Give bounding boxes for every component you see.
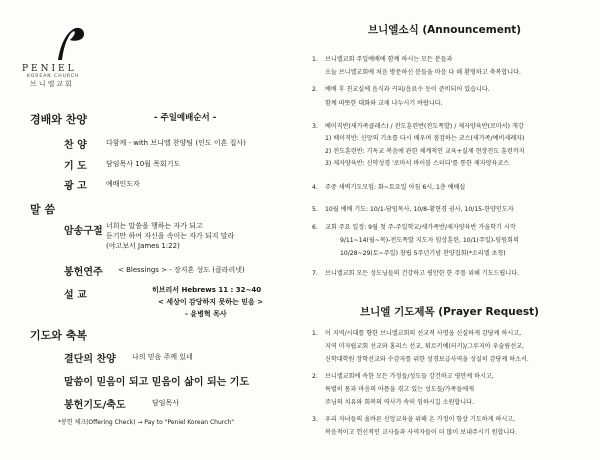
sermon-line-1: 히브리서 Hebrews 11 : 32~40 (152, 286, 262, 294)
item-line: 지역 미자립교회 선교와 홍리스 선교, 튀르키예(터키)/그루지아 우술림선교, (325, 343, 524, 350)
item-number: 7. (312, 270, 318, 277)
item-line: 우리 자녀들의 올바른 신앙교육을 위해 온 가정이 항상 기도하게 하시고, (325, 416, 516, 423)
item-number: 3. (312, 123, 318, 130)
announcement-item (312, 204, 598, 215)
order-title: - 주일예배순서 - (154, 113, 217, 123)
announcement-item (312, 121, 598, 165)
item-number: 1. (312, 56, 318, 63)
announcement-title: 브니엘소식 (Announcement) (368, 24, 522, 36)
praise-text: 다함께 - with 브니엘 찬양팀 (인도 이혼 집사) (106, 139, 246, 147)
item-number: 2. (312, 86, 318, 93)
benediction-text: 담임목사 (152, 399, 180, 407)
offertory-text: < Blessings > - 장지혼 성도 (클라리넷) (118, 266, 245, 274)
word-heading: 말 씀 (30, 203, 56, 216)
item-line: 3) 제자양육반: 신약성경 '로마서 바이블 스터디'를 통한 제자양육코스 (325, 160, 510, 167)
item-line: 10월 예배 기도: 10/1-담임목사, 10/8-황현경 권사, 10/15-한양인도자 (325, 206, 514, 213)
announcement-item (312, 182, 598, 193)
item-line: 브니엘교회에 속한 모든 가정들/성도들 강건하고 평안케 하시고, (325, 373, 494, 380)
logo-brand: PENIEL (22, 64, 77, 74)
announce-label: 광 고 (64, 181, 87, 192)
announcement-item (312, 268, 598, 279)
prayer-request-item (312, 371, 598, 407)
logo-brand-korean: 브니엘교회 (30, 80, 74, 88)
item-line: 예배 후 친교실에 음식과 커피/음료수 등이 준비되어 있습니다. (325, 86, 490, 93)
announcement-item (312, 84, 598, 106)
prayer-request-item (312, 414, 598, 438)
sermon-label: 설 교 (64, 290, 87, 301)
item-line: 브니엘교회 모든 성도님들의 건강하고 평안한 한 주를 위해 기도드립니다. (325, 270, 520, 277)
item-line: 9/11~14(월~목)-전도폭발 지도자 임상훈련, 10/1(주일)-임원회의 (340, 237, 519, 244)
item-line: 주님의 치유와 회복의 역사가 속히 임하시길 소원합니다. (325, 399, 474, 406)
prayer-label: 기 도 (64, 161, 87, 172)
offering-footnote: *봉헌 체크(Offering Check) → Pay to "Peniel Korean Church" (58, 419, 234, 426)
prayer-request-item (312, 328, 598, 364)
item-line: 10/28~29(토~주일) 창립 5주년기념 찬양집회(*소리엘 초청) (340, 250, 506, 257)
prayer-bless-heading: 기도와 축복 (30, 329, 87, 342)
item-number: 1. (312, 330, 318, 337)
reading-line-2: 듣기만 하여 자신을 속이는 자가 되지 말라 (106, 232, 235, 240)
item-line: 2) 전도훈련반: 기독교 복음에 관한 체계적인 교육+실제 현장전도 훈련까지 (325, 148, 525, 155)
announcement-item (312, 222, 598, 258)
prayer-request-title: 브니엘 기도제목 (Prayer Request) (360, 306, 539, 318)
item-number: 5. (312, 206, 318, 213)
reading-label: 암송구절 (64, 226, 103, 237)
item-line: 주중 새벽기도모임: 화~토요일 아침 6시, 1층 예배실 (325, 184, 466, 191)
praise-label: 찬 양 (64, 140, 87, 151)
closing-song-label: 결단의 찬양 (64, 354, 116, 365)
church-logo (22, 24, 112, 89)
prayer-theme: 말씀이 믿음이 되고 믿음이 삶이 되는 기도 (64, 377, 250, 388)
announce-text: 예배인도자 (106, 180, 140, 188)
item-number: 4. (312, 184, 318, 191)
item-line: 신학대학원 장학선교와 수감자를 위한 성경보급사역을 성실히 감당케 하소서. (325, 356, 529, 363)
item-number: 3. (312, 416, 318, 423)
item-line: 1) 베이직반: 신앙의 기초를 다시 배우며 점검하는 코스(새가족/예비세례자) (325, 135, 525, 142)
offertory-label: 봉헌연주 (64, 267, 103, 278)
right-column (302, 0, 600, 460)
item-line: 이 지역/시대를 향한 브니엘교회의 선교적 사명을 신실하게 감당케 하시고, (325, 330, 522, 337)
worship-heading: 경배와 찬양 (30, 113, 87, 126)
item-line: 복음적이고 헌신적인 교사들과 사역자들이 더 많이 보내주시기 원합니다. (325, 429, 518, 436)
item-line: 함께 따뜻한 대화와 교제 나누시기 바랍니다. (325, 100, 443, 107)
prayer-text: 담임목사 10월 목회기도 (106, 160, 181, 168)
sermon-line-2: < 세상이 감당하지 못하는 믿음 > (158, 298, 264, 306)
announcement-item (312, 54, 598, 76)
peniel-logo-icon (52, 24, 86, 62)
reading-line-3: (야고보서 James 1:22) (106, 242, 180, 250)
closing-song-text: 나의 믿음 주께 있네 (132, 353, 193, 361)
item-number: 2. (312, 373, 318, 380)
item-number: 6. (312, 224, 318, 231)
item-line: 특별히 몸과 마음의 아픔을 겪고 있는 성도들/가족들에게 (325, 386, 475, 393)
sermon-line-3: - 윤병혁 목사 (185, 310, 227, 318)
item-line: 교회 주요 일정: 9월 첫 주-주일학교/새가족반/제자양육반 가을학기 시작 (325, 224, 516, 231)
logo-brand-sub: KOREAN CHURCH (27, 74, 80, 79)
item-line: 오늘 브니엘교회에 처음 방문하신 분들을 마음 다 해 환영하고 축복합니다. (325, 69, 521, 76)
benediction-label: 봉헌기도/축도 (64, 400, 126, 411)
reading-line-1: 너희는 말씀을 행하는 자가 되고 (106, 222, 203, 230)
item-line: 베이직반(새가족클래스) / 전도훈련반(전도폭발) / 제자양육반(로마서) 개강 (325, 123, 524, 130)
item-line: 브니엘교회 주일예배에 함께 하시는 모든 분들과 (325, 56, 453, 63)
